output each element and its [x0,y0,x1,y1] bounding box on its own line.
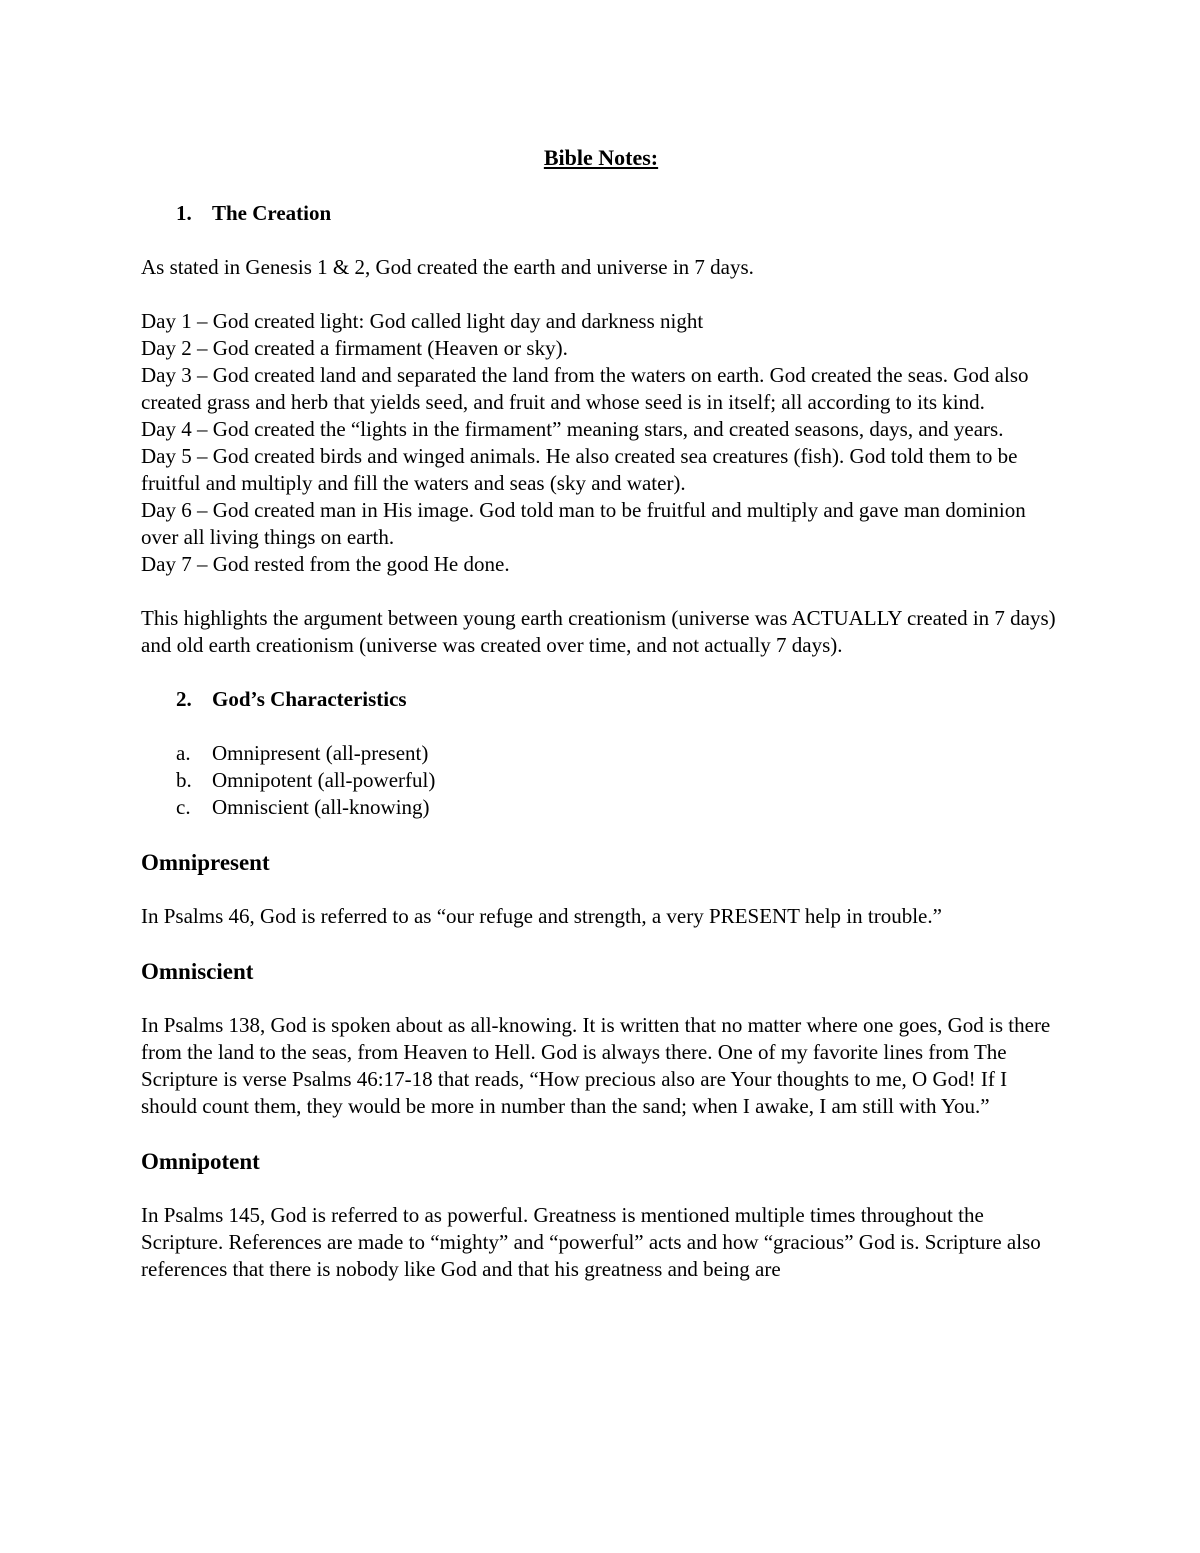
day-4: Day 4 – God created the “lights in the firmament” meaning stars, and created seasons, days, and years. [141,417,1004,441]
document-page [141,143,1061,1283]
omnipresent-heading: Omnipresent [141,850,270,875]
list-letter: a. [176,741,191,765]
list-item [141,740,1061,767]
omnipotent-heading: Omnipotent [141,1149,260,1174]
day-6: Day 6 – God created man in His image. God told man to be fruitful and multiply and gave man dominion over all living things on earth. [141,498,1026,549]
list-letter: c. [176,795,191,819]
omniscient-body: In Psalms 138, God is spoken about as all-knowing. It is written that no matter where one goes, God is there from the land to the seas, from Heaven to Hell. God is always there. One of my favorite lines from The Scripture is verse Psalms 46:17-18 that reads, “How precious also are Your thoughts to me, O God! If I should count them, they would be more in number than the sand; when I awake, I am still with You.” [141,1013,1051,1118]
day-5: Day 5 – God created birds and winged animals. He also created sea creatures (fish). God told them to be fruitful and multiply and fill the waters and seas (sky and water). [141,444,1018,495]
list-letter: b. [176,768,192,792]
day-2: Day 2 – God created a firmament (Heaven or sky). [141,336,568,360]
day-7: Day 7 – God rested from the good He done. [141,552,510,576]
section-number: 2. [176,687,192,711]
document-title: Bible Notes: [543,145,659,170]
list-text: Omnipresent (all-present) [212,741,429,765]
creation-intro: As stated in Genesis 1 & 2, God created the earth and universe in 7 days. [141,255,754,279]
section-characteristics-heading [141,686,1061,713]
day-1: Day 1 – God created light: God called light day and darkness night [141,309,704,333]
section-title: The Creation [212,201,332,225]
section-number: 1. [176,201,192,225]
omniscient-heading: Omniscient [141,959,254,984]
creation-conclusion: This highlights the argument between young earth creationism (universe was ACTUALLY created in 7 days) and old earth creationism (universe was created over time, and not actually 7 days). [141,606,1056,657]
list-item [141,767,1061,794]
list-text: Omnipotent (all-powerful) [212,768,436,792]
list-text: Omniscient (all-knowing) [212,795,430,819]
omnipresent-body: In Psalms 46, God is referred to as “our refuge and strength, a very PRESENT help in trouble.” [141,904,942,928]
section-creation-heading [141,200,1061,227]
list-item [141,794,1061,821]
section-title: God’s Characteristics [212,687,407,711]
day-3: Day 3 – God created land and separated the land from the waters on earth. God created the seas. God also created grass and herb that yields seed, and fruit and whose seed is in itself; all according to its kind. [141,363,1029,414]
omnipotent-body: In Psalms 145, God is referred to as powerful. Greatness is mentioned multiple times throughout the Scripture. References are made to “mighty” and “powerful” acts and how “gracious” God is. Scripture also references that there is nobody like God and that his greatness and being are [141,1203,1041,1281]
